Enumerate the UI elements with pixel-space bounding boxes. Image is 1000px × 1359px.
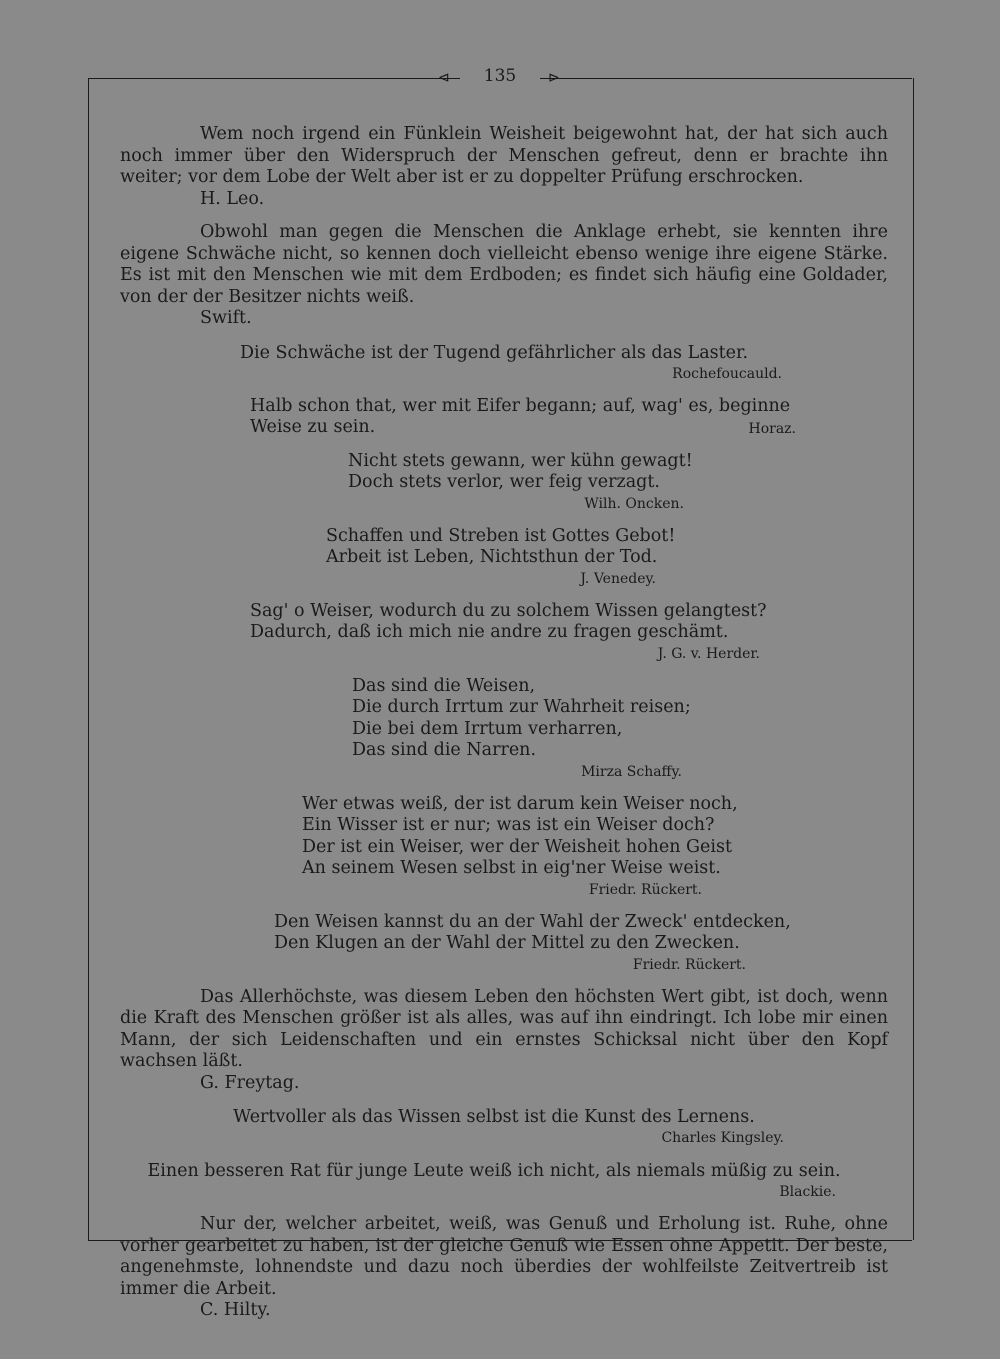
- quote-author: Friedr. Rückert.: [632, 956, 746, 973]
- quote-block: [120, 987, 888, 1095]
- verse-line: Der ist ein Weiser, wer der Weisheit hohen Geist: [302, 836, 732, 857]
- verse-line: Doch stets verlor, wer feig verzagt.: [348, 472, 660, 492]
- quote-text: Wem noch irgend ein Fünklein Weisheit beigewohnt hat, der hat sich auch noch immer über den Widerspruch der Menschen gefreut, denn er brachte ihn weiter; vor dem Lobe der Welt aber ist er zu doppelter Prüfung erschrocken.: [120, 124, 888, 187]
- ornament-right-icon: ⊳: [548, 70, 560, 86]
- quote-block: [120, 124, 888, 210]
- quote-author: J. Venedey.: [580, 570, 656, 587]
- quotes-container: [120, 124, 888, 1334]
- quote-author: Swift.: [200, 308, 252, 328]
- quote-author: Horaz.: [748, 420, 796, 437]
- quote-block: [120, 342, 888, 384]
- quote-block: [120, 1214, 888, 1322]
- quote-author: J. G. v. Herder.: [657, 645, 760, 662]
- quote-author: Friedr. Rückert.: [588, 881, 702, 898]
- quote-text: Die Schwäche ist der Tugend gefährlicher als das Laster.: [239, 342, 749, 363]
- quote-text: Obwohl man gegen die Menschen die Anklage erhebt, sie kennten ihre eigene Schwäche nicht, so kennen doch vielleicht ebenso wenige ihre eigene Stärke. Es ist mit den Menschen wie mit dem Erdboden; es findet sich häufig eine Goldader, von der der Besitzer nichts weiß.: [120, 222, 888, 307]
- verse-line: Nicht stets gewann, wer kühn gewagt!: [348, 450, 693, 471]
- verse-line: Schaffen und Streben ist Gottes Gebot!: [326, 525, 676, 546]
- verse-line: An seinem Wesen selbst in eig'ner Weise weist.: [302, 858, 721, 878]
- quote-text: Das Allerhöchste, was diesem Leben den höchsten Wert gibt, ist doch, wenn die Kraft des Menschen größer ist als alles, was auf ihn eindringt. Ich lobe mir einen Mann, der sich Leidenschaften und ein ernstes Schicksal nicht über den Kopf wachsen läßt.: [120, 986, 888, 1071]
- quote-author: G. Freytag.: [200, 1072, 300, 1093]
- quote-author: C. Hilty.: [200, 1300, 271, 1320]
- quote-block: [274, 911, 791, 975]
- quote-block: [348, 450, 693, 514]
- verse-line: Das sind die Narren.: [352, 740, 537, 760]
- verse-line: Ein Wisser ist er nur; was ist ein Weiser doch?: [302, 815, 715, 835]
- verse-line: Arbeit ist Leben, Nichtsthun der Tod.: [326, 547, 658, 567]
- verse-line: Den Weisen kannst du an der Wahl der Zweck' entdecken,: [274, 911, 791, 932]
- quote-block: [250, 395, 796, 439]
- quote-author: Blackie.: [779, 1184, 836, 1200]
- ornament-left-icon: ⊲: [438, 70, 450, 86]
- verse-line: Den Klugen an der Wahl der Mittel zu den Zwecken.: [274, 933, 740, 953]
- quote-author: Mirza Schaffy.: [581, 763, 682, 780]
- quote-author: H. Leo.: [200, 188, 265, 209]
- quote-block: [250, 600, 767, 664]
- quote-block: [120, 222, 888, 330]
- quote-text: Einen besseren Rat für junge Leute weiß ich nicht, als niemals müßig zu sein.: [147, 1161, 841, 1181]
- quote-author: Rochefoucauld.: [672, 365, 782, 382]
- verse-line: Halb schon that, wer mit Eifer begann; auf, wag' es, beginne: [250, 395, 791, 416]
- quote-block: [120, 1106, 888, 1148]
- page-number: 135: [460, 66, 540, 86]
- verse-line: Das sind die Weisen,: [352, 675, 536, 696]
- verse-line: Wer etwas weiß, der ist darum kein Weiser noch,: [302, 793, 738, 814]
- verse-line: Die bei dem Irrtum verharren,: [352, 718, 623, 739]
- quote-block: [326, 525, 676, 589]
- quote-text: Wertvoller als das Wissen selbst ist die Kunst des Lernens.: [233, 1107, 755, 1127]
- quote-block: [302, 793, 738, 900]
- quote-author: Wilh. Oncken.: [584, 495, 684, 512]
- verse-line: Weise zu sein.: [250, 417, 376, 437]
- quote-block: [120, 1160, 888, 1202]
- quote-block: [352, 676, 692, 782]
- verse-line: Die durch Irrtum zur Wahrheit reisen;: [352, 697, 691, 717]
- verse-line: Sag' o Weiser, wodurch du zu solchem Wissen gelangtest?: [250, 600, 767, 621]
- quote-text: Nur der, welcher arbeitet, weiß, was Genuß und Erholung ist. Ruhe, ohne vorher gearbeitet zu haben, ist der gleiche Genuß wie Essen ohne Appetit. Der beste, angenehmste, lohnendste und dazu noch überdies der wohlfeilste Zeitvertreib ist immer die Arbeit.: [120, 1214, 888, 1299]
- verse-line: Dadurch, daß ich mich nie andre zu fragen geschämt.: [250, 622, 729, 642]
- quote-author: Charles Kingsley.: [661, 1130, 784, 1146]
